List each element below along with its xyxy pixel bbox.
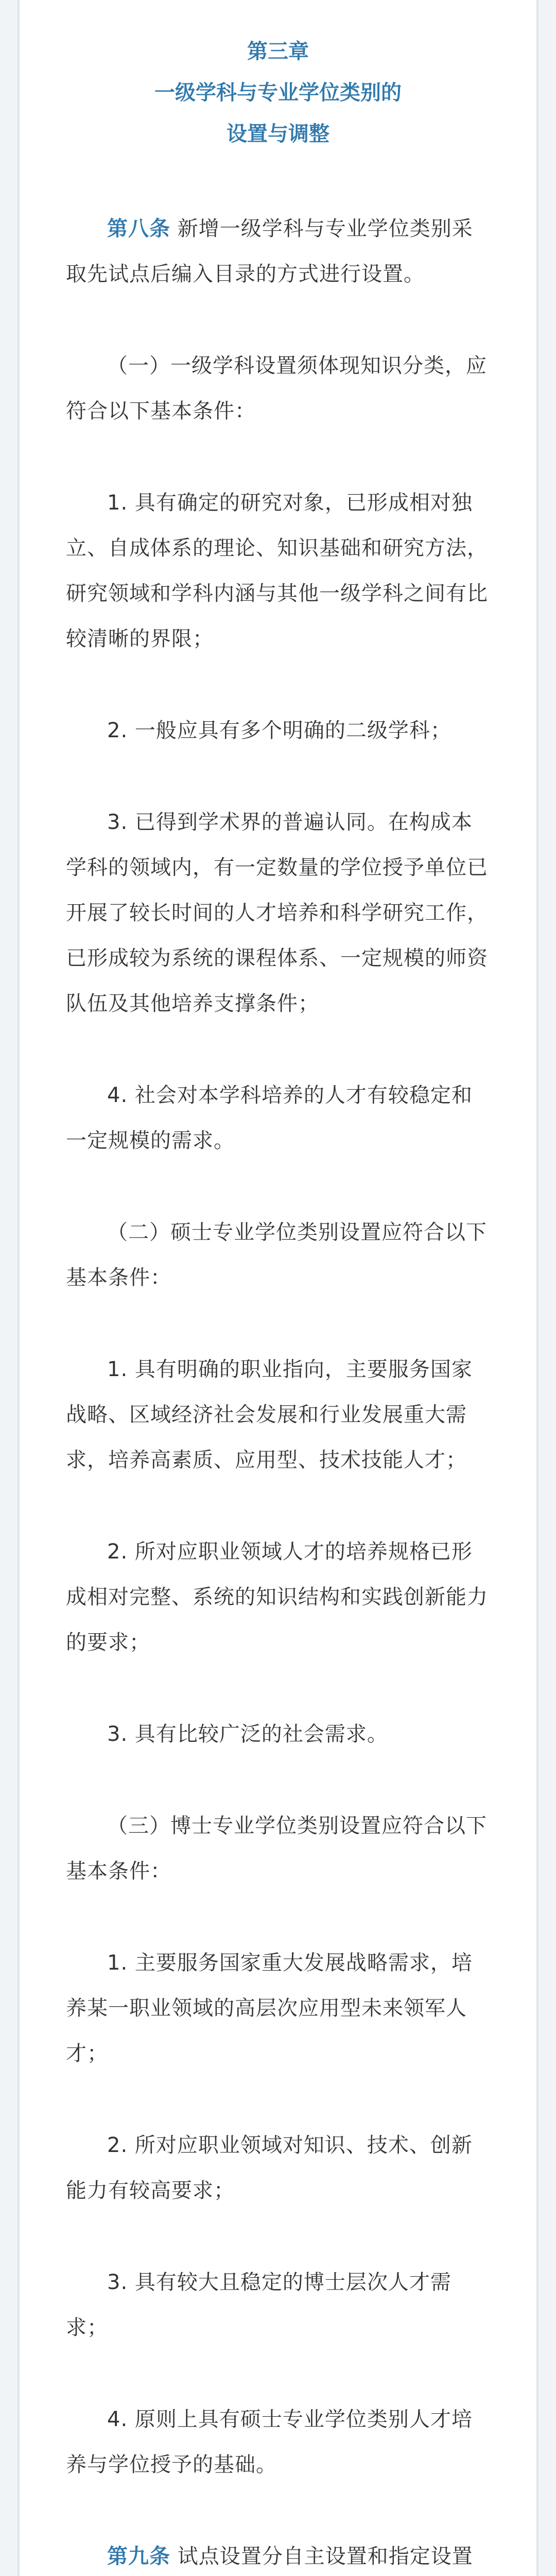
section-1-item-2: 2. 一般应具有多个明确的二级学科； [107,719,451,742]
article-9-text: 试点设置分自主设置和指定设置 [177,2545,473,2568]
spacer [66,1757,490,1803]
chapter-heading-line-1: 一级学科与专业学位类别的 [154,81,402,105]
section-2-item-2: 2. 所对应职业领域人才的培养规格已形成相对完整、系统的知识结构和实践创新能力的要求； [66,1540,488,1654]
section-2-heading: （二）硕士专业学位类别设置应符合以下基本条件： [66,1221,487,1290]
spacer [66,2487,490,2534]
section-2-item-1: 1. 具有明确的职业指向，主要服务国家战略、区域经济社会发展和行业发展重大需求，培养高素质、应用型、技术技能人才； [66,1358,473,1472]
article-content [66,31,490,2576]
section-1-item-4: 4. 社会对本学科培养的人才有较稳定和一定规模的需求。 [66,1083,473,1153]
spacer [66,155,490,206]
spacer [66,297,490,343]
section-3-heading: （三）博士专业学位类别设置应符合以下基本条件： [66,1814,487,1883]
article-card [18,0,538,2576]
spacer [66,1163,490,1210]
spacer [66,1026,490,1073]
section-1-item-1: 1. 具有确定的研究对象，已形成相对独立、自成体系的理论、知识基础和研究方法，研究领域和学科内涵与其他一级学科之间有比较清晰的界限； [66,491,488,651]
spacer [66,434,490,480]
chapter-heading-line-2: 设置与调整 [227,122,329,146]
article-9-paragraph [66,2534,490,2576]
article-8-text: 新增一级学科与专业学位类别采取先试点后编入目录的方式进行设置。 [66,217,473,286]
spacer [66,2213,490,2260]
section-3-item-2: 2. 所对应职业领域对知识、技术、创新能力有较高要求； [66,2133,473,2202]
article-9-label: 第九条 [107,2545,170,2568]
section-1-heading: （一）一级学科设置须体现知识分类，应符合以下基本条件： [66,354,487,423]
spacer [66,1300,490,1347]
spacer [66,1665,490,1711]
section-3-item-4: 4. 原则上具有硕士专业学位类别人才培养与学位授予的基础。 [66,2408,473,2477]
article-8-label: 第八条 [107,217,170,241]
section-3-item-3: 3. 具有较大且稳定的博士层次人才需求； [66,2270,451,2340]
spacer [66,1483,490,1529]
spacer [66,2350,490,2397]
chapter-title [66,31,490,155]
spacer [66,662,490,708]
section-3-item-1: 1. 主要服务国家重大发展战略需求，培养某一职业领域的高层次应用型未来领军人才； [66,1951,473,2065]
section-1-item-3: 3. 已得到学术界的普遍认同。在构成本学科的领域内，有一定数量的学位授予单位已开展了较长时间的人才培养和科学研究工作，已形成较为系统的课程体系、一定规模的师资队伍及其他培养支撑条件； [66,810,488,1015]
spacer [66,753,490,800]
article-8-paragraph [66,206,490,297]
section-2-item-3: 3. 具有比较广泛的社会需求。 [107,1722,388,1746]
chapter-number: 第三章 [247,40,309,63]
spacer [66,1894,490,1940]
spacer [66,2076,490,2123]
